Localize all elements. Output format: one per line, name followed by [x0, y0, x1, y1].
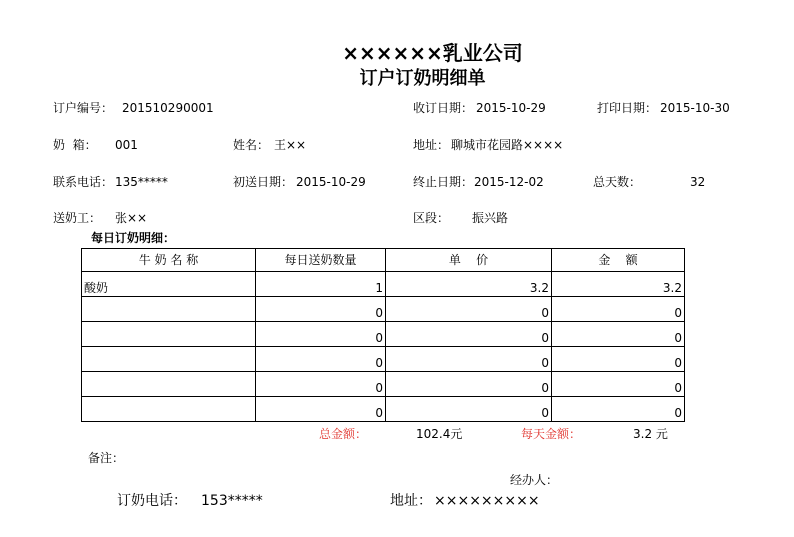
cell-amount: 0	[552, 397, 685, 422]
cell-product	[82, 397, 256, 422]
order-no-label: 订户编号：	[53, 101, 114, 115]
address-label: 地址：	[413, 138, 450, 152]
cell-unit-price: 0	[386, 297, 552, 322]
cell-unit-price: 0	[386, 322, 552, 347]
daily-amount-label: 每天金额：	[521, 427, 582, 441]
contact-phone-value: 135*****	[115, 175, 168, 189]
print-date-value: 2015-10-30	[660, 101, 730, 115]
received-date-value: 2015-10-29	[476, 101, 546, 115]
table-caption: 每日订奶明细：	[91, 231, 176, 245]
cell-daily-qty: 0	[256, 322, 386, 347]
table-row	[82, 272, 685, 297]
document-title: 订户订奶明细单	[359, 68, 486, 89]
contact-phone-label: 联系电话：	[53, 175, 114, 189]
customer-name-label: 姓名：	[233, 138, 270, 152]
cell-unit-price: 0	[386, 397, 552, 422]
cell-amount: 0	[552, 297, 685, 322]
cell-product	[82, 372, 256, 397]
start-date-label: 初送日期：	[233, 175, 294, 189]
cell-product: 酸奶	[82, 272, 256, 297]
remark-label: 备注：	[88, 451, 125, 465]
table-row	[82, 322, 685, 347]
cell-product	[82, 297, 256, 322]
table-header-row	[82, 249, 685, 272]
col-header-unit-price: 单 价	[386, 249, 552, 272]
cell-product	[82, 322, 256, 347]
handler-label: 经办人：	[510, 473, 559, 487]
cell-amount: 3.2	[552, 272, 685, 297]
cell-daily-qty: 0	[256, 397, 386, 422]
total-amount-label: 总金额：	[319, 427, 368, 441]
cell-unit-price: 3.2	[386, 272, 552, 297]
received-date-label: 收订日期：	[413, 101, 474, 115]
cell-daily-qty: 1	[256, 272, 386, 297]
total-days-value: 32	[690, 175, 706, 189]
milk-box-value: 001	[115, 138, 138, 152]
deliverer-label: 送奶工：	[53, 211, 102, 225]
start-date-value: 2015-10-29	[296, 175, 366, 189]
order-phone-value: 153*****	[201, 493, 263, 509]
order-detail-table	[81, 248, 685, 422]
district-value: 振兴路	[472, 211, 509, 225]
district-label: 区段：	[413, 211, 450, 225]
total-amount-value: 102.4元	[416, 427, 463, 441]
milk-box-label: 奶 箱：	[53, 138, 97, 152]
cell-daily-qty: 0	[256, 372, 386, 397]
print-date-label: 打印日期：	[597, 101, 658, 115]
company-address-value: ×××××××××	[434, 493, 540, 509]
cell-amount: 0	[552, 322, 685, 347]
cell-daily-qty: 0	[256, 297, 386, 322]
order-no-value: 201510290001	[122, 101, 214, 115]
end-date-label: 终止日期：	[413, 175, 474, 189]
col-header-product: 牛 奶 名 称	[82, 249, 256, 272]
address-value: 聊城市花园路××××	[451, 138, 564, 152]
end-date-value: 2015-12-02	[474, 175, 544, 189]
cell-daily-qty: 0	[256, 347, 386, 372]
order-phone-label: 订奶电话：	[117, 493, 187, 509]
cell-unit-price: 0	[386, 347, 552, 372]
customer-name-value: 王××	[274, 138, 307, 152]
cell-amount: 0	[552, 372, 685, 397]
company-name: ××××××乳业公司	[342, 41, 523, 65]
cell-product	[82, 347, 256, 372]
deliverer-value: 张××	[115, 211, 148, 225]
table-row	[82, 372, 685, 397]
col-header-amount: 金 额	[552, 249, 685, 272]
col-header-daily-qty: 每日送奶数量	[256, 249, 386, 272]
table-row	[82, 347, 685, 372]
daily-amount-value: 3.2 元	[633, 427, 668, 441]
table-row	[82, 397, 685, 422]
cell-amount: 0	[552, 347, 685, 372]
table-row	[82, 297, 685, 322]
total-days-label: 总天数：	[593, 175, 642, 189]
company-address-label: 地址：	[390, 493, 432, 509]
cell-unit-price: 0	[386, 372, 552, 397]
